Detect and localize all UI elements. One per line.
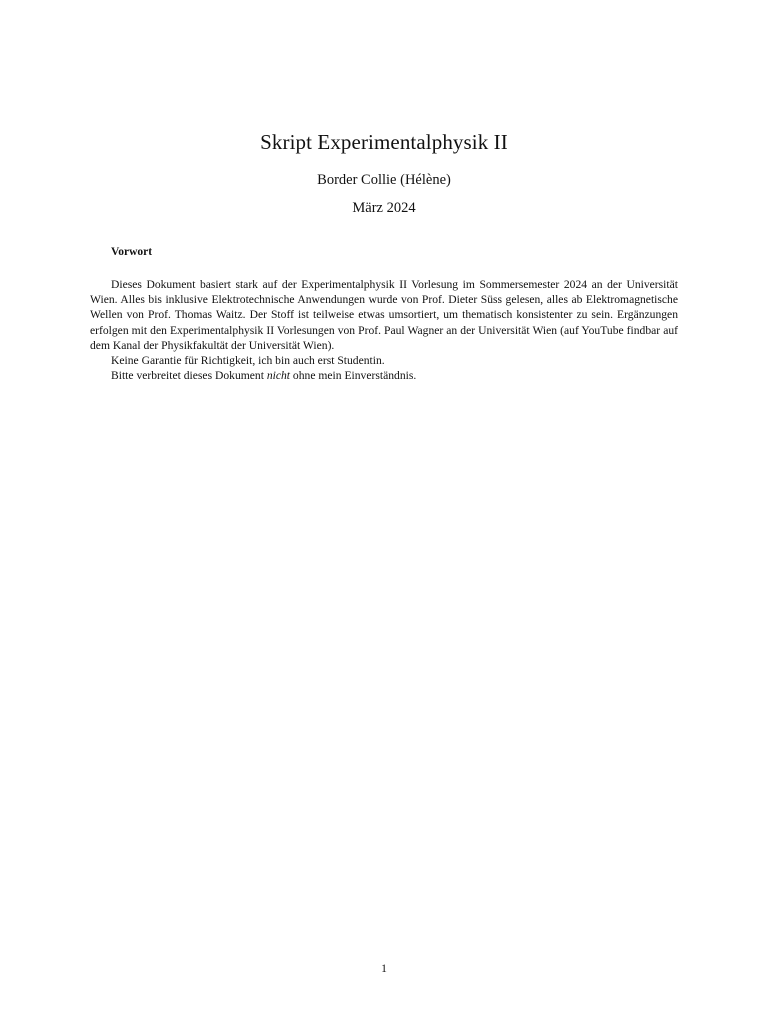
abstract-paragraph-3-emphasis: nicht	[266, 369, 291, 383]
abstract-paragraph-3	[90, 368, 678, 383]
document-date: März 2024	[352, 200, 416, 216]
abstract-heading: Vorwort	[111, 246, 153, 258]
abstract-paragraph-3-after: ohne mein Einverständnis.	[290, 369, 417, 383]
document-title: Skript Experimentalphysik II	[260, 130, 508, 154]
document-author: Border Collie (Hélène)	[317, 172, 451, 188]
page-number: 1	[381, 962, 387, 975]
abstract-paragraph-1: Dieses Dokument basiert stark auf der Experimentalphysik II Vorlesung im Sommersemester 2024 an der Universität Wien. Alles bis inklusive Elektrotechnische Anwendungen wurde von Prof. Dieter Süss gelesen, alles ab Elektromagnetische Wellen von Prof. Thomas Waitz. Der Stoff ist teilweise etwas umsortiert, um thematisch konsistenter zu sein. Ergänzungen erfolgen mit den Experimentalphysik II Vorlesungen von Prof. Paul Wagner an der Universität Wien (auf YouTube findbar auf dem Kanal der Physikfakultät der Universität Wien).	[90, 278, 678, 352]
abstract-paragraph-2: Keine Garantie für Richtigkeit, ich bin auch erst Studentin.	[111, 354, 385, 368]
abstract-paragraph-3-before: Bitte verbreitet dieses Dokument	[111, 369, 267, 383]
abstract-body	[90, 277, 678, 383]
